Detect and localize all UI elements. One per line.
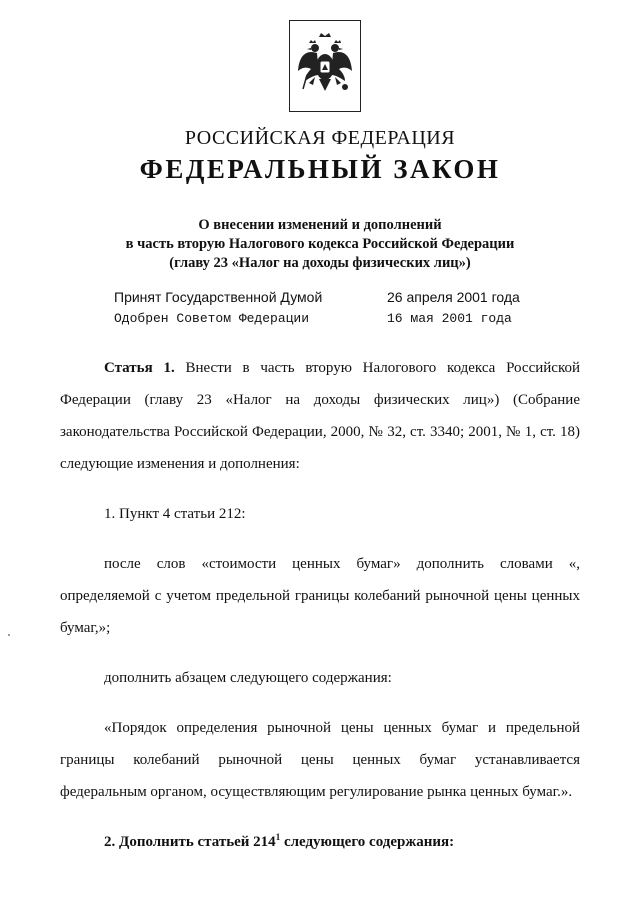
item-2-prefix: 2. Дополнить статьей 214 — [104, 834, 276, 850]
state-emblem — [289, 20, 361, 112]
article-intro-text: Внести в часть вторую Налогового кодекса Российской Федерации (главу 23 «Налог на доходы физических лиц») (Собрание законодательства Российской Федерации, 2000, № 32, ст. 3340; 2001, № 1, ст. 18) следующие изменения и дополнения: — [60, 360, 581, 472]
double-headed-eagle-icon — [295, 31, 355, 101]
item-1-heading: 1. Пункт 4 статьи 212: — [104, 506, 246, 522]
law-title-line: в часть вторую Налогового кодекса Российской Федерации — [125, 236, 515, 252]
adoption-row-council — [114, 308, 534, 330]
adoption-row-duma — [114, 286, 534, 308]
item-1-add: дополнить абзацем следующего содержания: — [104, 670, 392, 686]
law-type-heading: ФЕДЕРАЛЬНЫЙ ЗАКОН — [139, 154, 501, 184]
law-body — [60, 352, 580, 876]
item-1-quote: «Порядок определения рыночной цены ценных бумаг и предельной границы колебаний рыночной цены ценных бумаг устанавливается федеральным органом, осуществляющим регулирование рынка ценных бумаг.». — [60, 720, 580, 800]
article-1-intro — [60, 352, 580, 480]
item-2-superscript: 1 — [275, 832, 281, 842]
adoption-date: 16 мая 2001 года — [387, 311, 512, 326]
adoption-date: 26 апреля 2001 года — [387, 289, 520, 305]
adoption-body: Принят Государственной Думой — [114, 289, 323, 305]
item-1-text: после слов «стоимости ценных бумаг» дополнить словами «, определяемой с учетом предельной границы колебаний рыночной цены ценных бумаг,»; — [60, 556, 580, 636]
adoption-block — [114, 286, 534, 330]
law-title-line: О внесении изменений и дополнений — [198, 217, 442, 233]
article-label: Статья 1. — [104, 360, 175, 376]
margin-speck — [8, 634, 10, 636]
item-2-suffix: следующего содержания: — [280, 834, 455, 850]
law-title-line: (главу 23 «Налог на доходы физических лиц») — [169, 255, 471, 271]
country-name: РОССИЙСКАЯ ФЕДЕРАЦИЯ — [184, 127, 456, 149]
adoption-body: Одобрен Советом Федерации — [114, 311, 310, 326]
law-title — [0, 216, 640, 273]
item-2-heading — [60, 826, 580, 858]
